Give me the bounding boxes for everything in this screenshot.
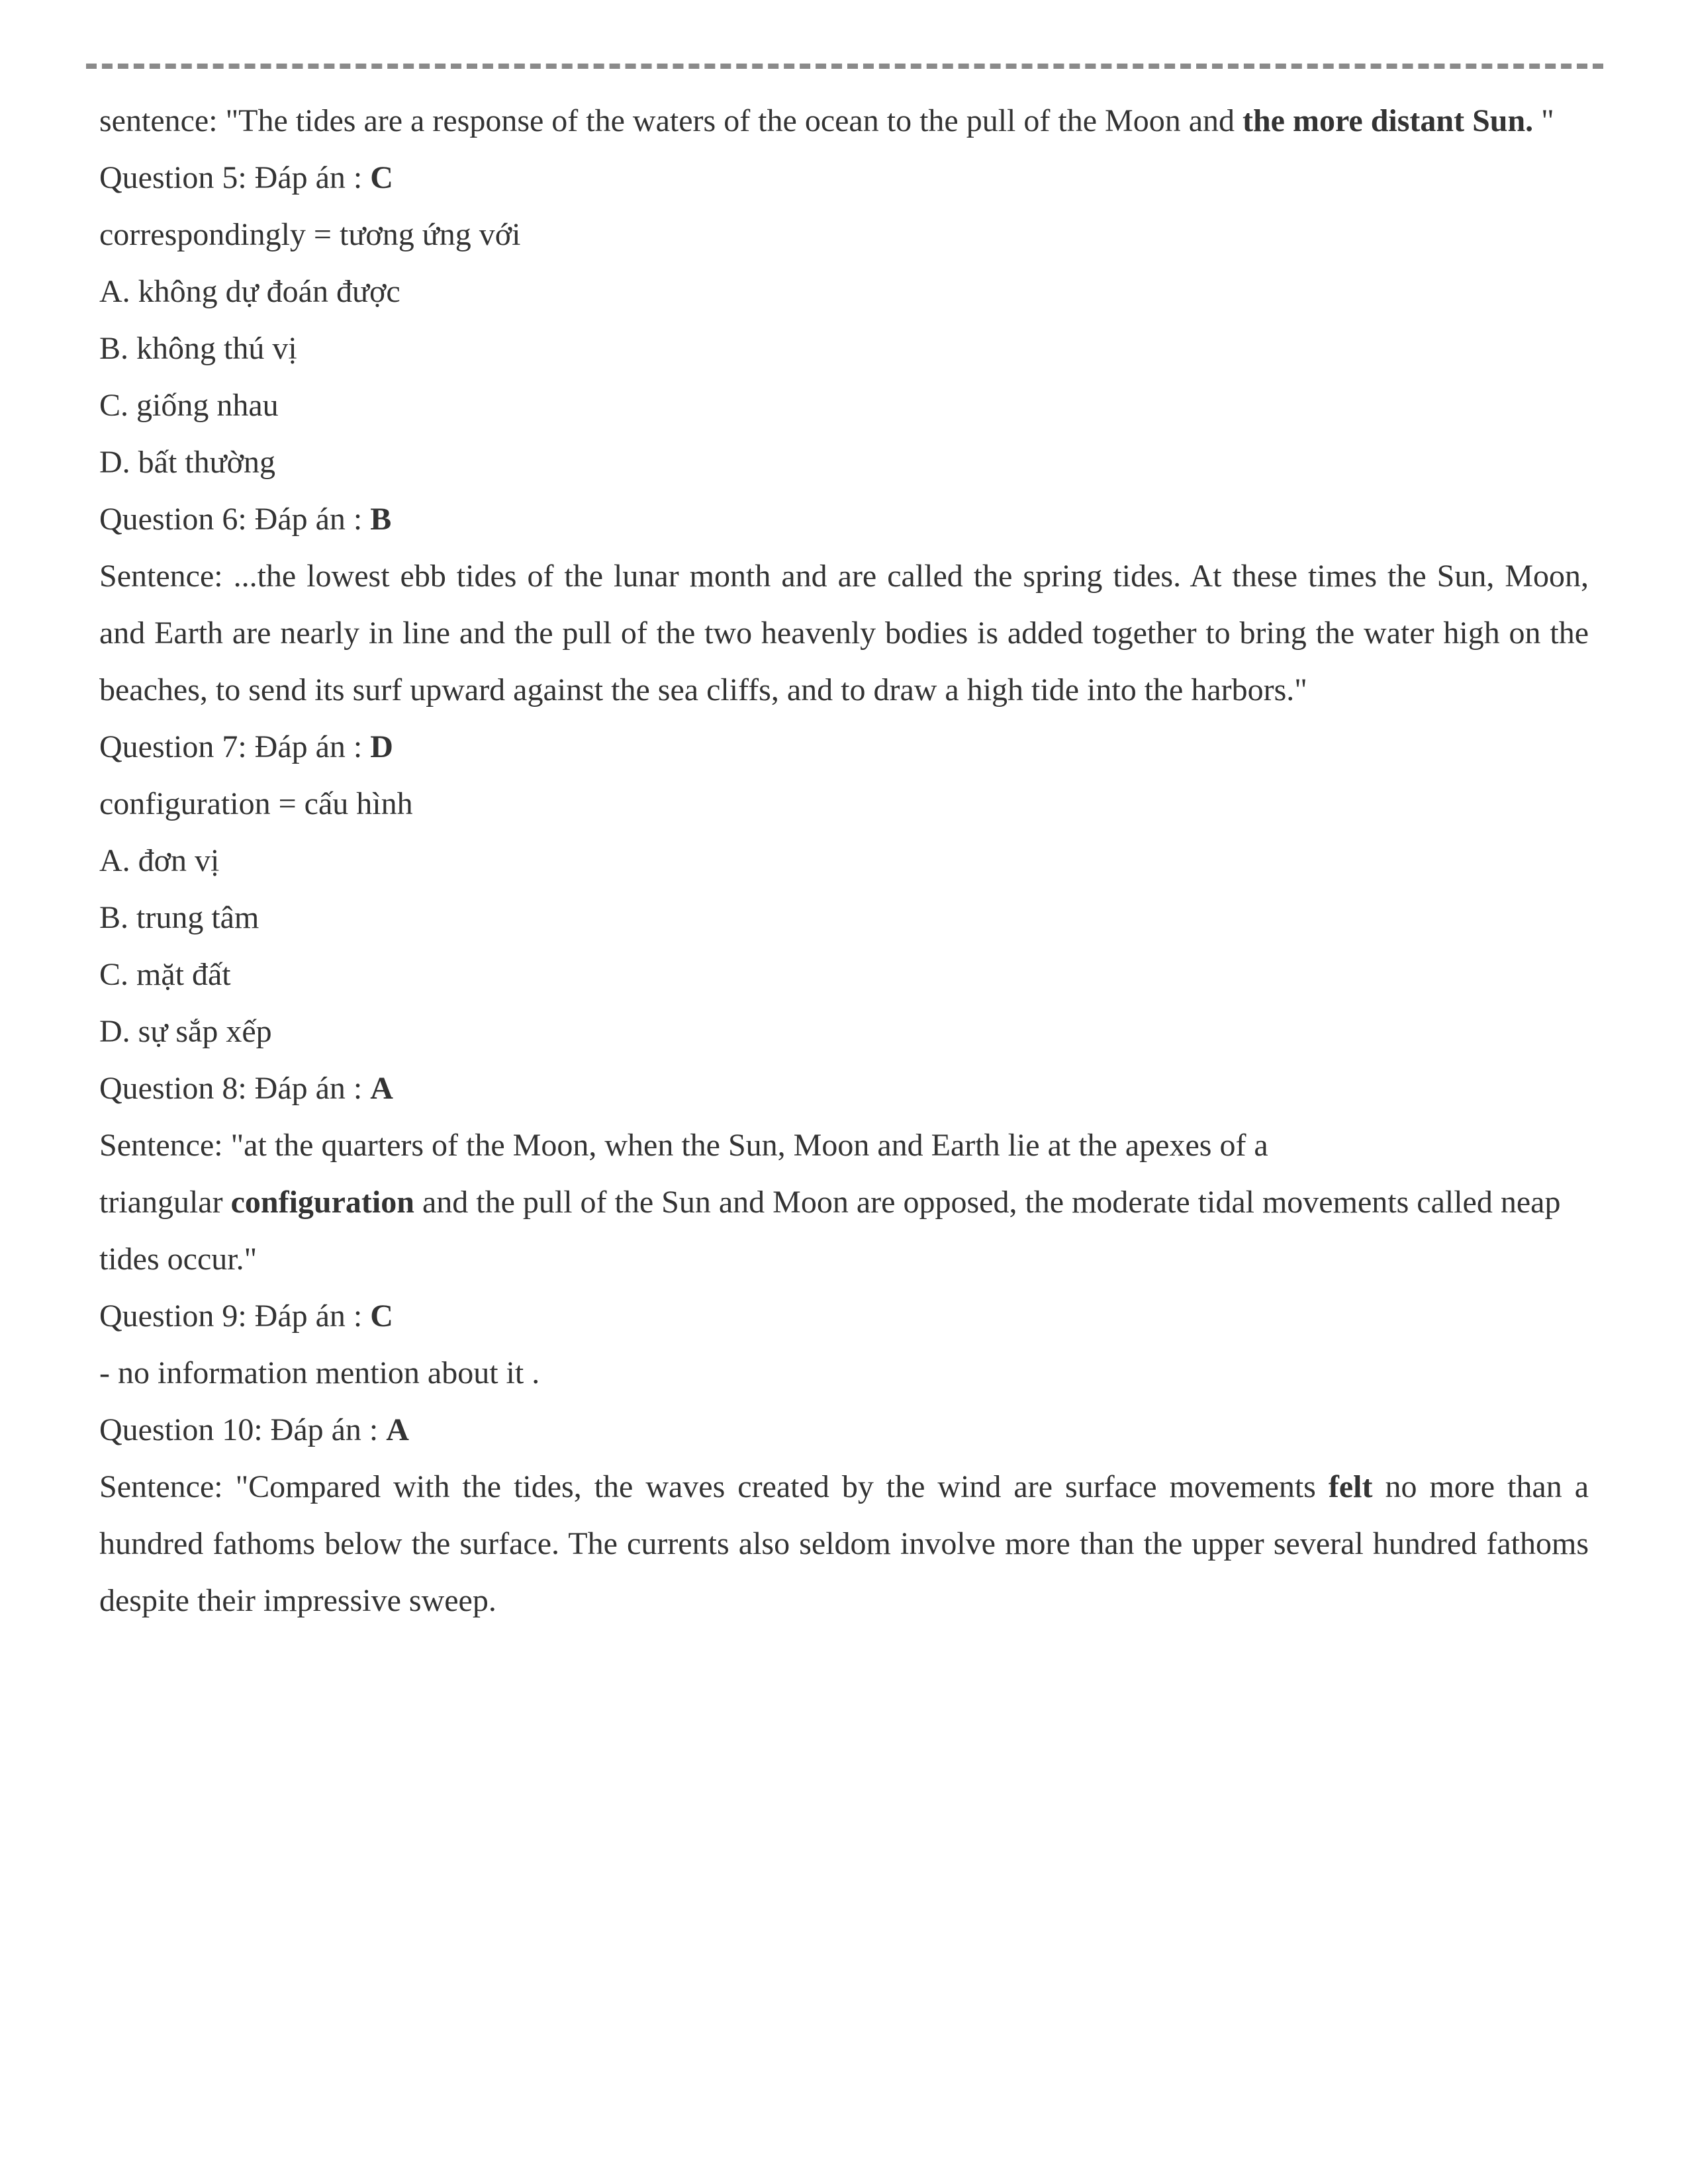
question-9-answer: C [370,1298,393,1334]
question-10-bold-word: felt [1328,1469,1373,1504]
question-7-option-d: D. sự sắp xếp [99,1014,272,1049]
intro-sentence: sentence: "The tides are a response of the waters of the ocean to the pull of the Moon and the more distant Sun. " [99,103,1554,138]
intro-bold-phrase: the more distant Sun. [1243,103,1534,138]
question-7-heading: Question 7: Đáp án : D [99,729,393,764]
question-9-note: - no information mention about it . [99,1355,540,1390]
question-5-vocab: correspondingly = tương ứng với [99,217,521,252]
document-body [99,93,1589,1629]
question-6-heading: Question 6: Đáp án : B [99,502,392,537]
question-10-sentence: Sentence: "Compared with the tides, the waves created by the wind are surface movements felt no more than a hundred fathoms below the surface. The currents also seldom involve more than the upper several hundred fathoms despite their impressive sweep. [99,1469,1589,1618]
question-7-option-b: B. trung tâm [99,900,259,935]
question-9-heading: Question 9: Đáp án : C [99,1298,393,1334]
question-5-option-b: B. không thú vị [99,331,297,366]
question-6-answer: B [370,502,392,537]
question-7-answer: D [370,729,393,764]
question-8-heading: Question 8: Đáp án : A [99,1071,393,1106]
top-dashed-rule [86,64,1603,69]
question-10-answer: A [386,1412,409,1447]
question-7-vocab: configuration = cấu hình [99,786,413,821]
question-5-answer: C [370,160,393,195]
question-10-heading: Question 10: Đáp án : A [99,1412,409,1447]
question-5-option-a: A. không dự đoán được [99,274,400,309]
question-8-sentence-line-1: Sentence: "at the quarters of the Moon, when the Sun, Moon and Earth lie at the apexes of a [99,1128,1268,1163]
question-8-answer: A [370,1071,393,1106]
question-7-option-c: C. mặt đất [99,957,231,992]
question-8-sentence-line-2: triangular configuration and the pull of the Sun and Moon are opposed, the moderate tidal movements called neap tides occur." [99,1185,1561,1277]
question-5-option-d: D. bất thường [99,445,276,480]
question-7-option-a: A. đơn vị [99,843,220,878]
question-5-option-c: C. giống nhau [99,388,279,423]
question-5-heading: Question 5: Đáp án : C [99,160,393,195]
question-8-bold-word: configuration [230,1185,414,1220]
question-6-sentence: Sentence: ...the lowest ebb tides of the lunar month and are called the spring tides. At these times the Sun, Moon, and Earth are nearly in line and the pull of the two heavenly bodies is added together to bring the water high on the beaches, to send its surf upward against the sea cliffs, and to draw a high tide into the harbors." [99,559,1589,707]
